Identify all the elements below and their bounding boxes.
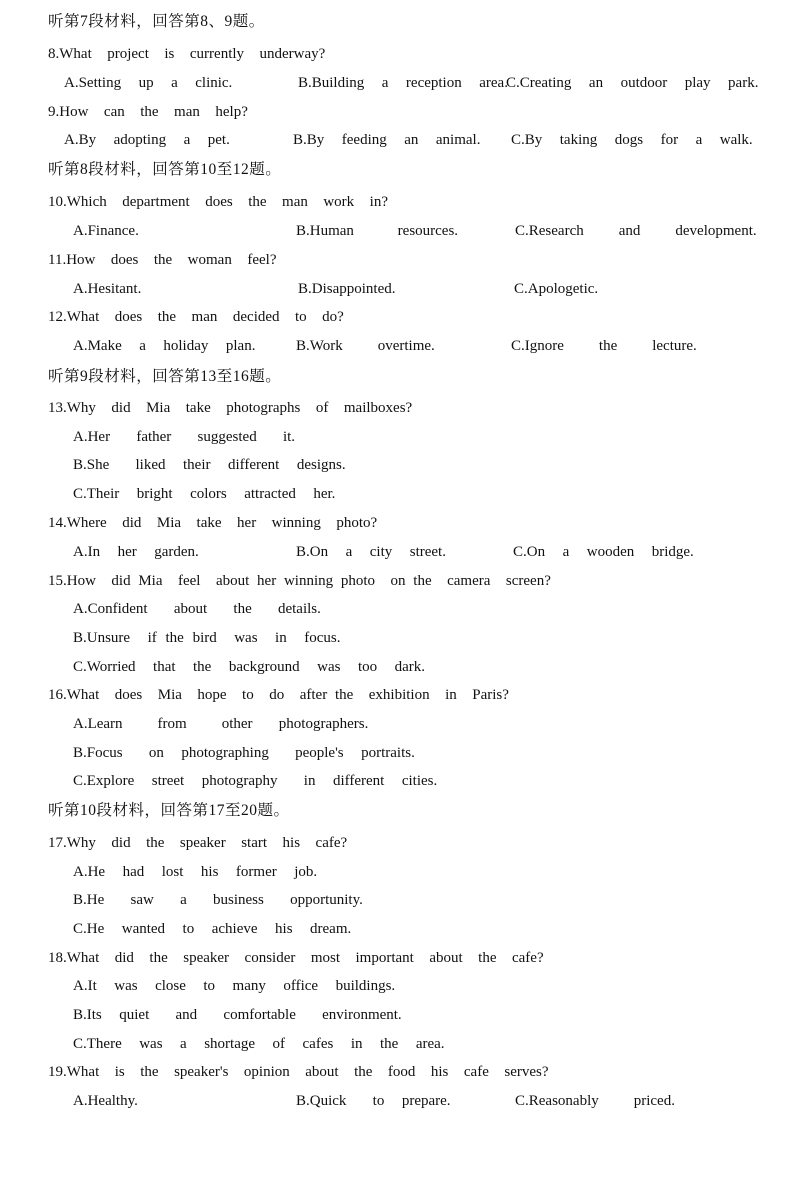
question-13: 13.Why did Mia take photographs of mailboxes? (48, 400, 413, 416)
question-17-option-c: C.He wanted to achieve his dream. (73, 921, 352, 937)
option-b: B.Building a reception area. (298, 75, 508, 91)
question-10-options (73, 222, 773, 240)
question-12: 12.What does the man decided to do? (48, 309, 344, 325)
question-16: 16.What does Mia hope to do after the exhibition in Paris? (48, 687, 509, 703)
option-c: C.By taking dogs for a walk. (511, 132, 753, 148)
option-c: C.Creating an outdoor play park. (506, 75, 759, 91)
question-18-option-a: A.It was close to many office buildings. (73, 978, 396, 994)
question-17-option-b: B.He saw a business opportunity. (73, 892, 363, 908)
section-heading-10: 听第10段材料，回答第17至20题。 (48, 802, 290, 819)
question-8-options (64, 74, 784, 92)
question-14: 14.Where did Mia take her winning photo? (48, 515, 378, 531)
option-c: C.Ignore the lecture. (511, 338, 697, 354)
question-15-option-b: B.Unsure if the bird was in focus. (73, 630, 341, 646)
question-11-options (73, 280, 773, 298)
question-13-option-b: B.She liked their different designs. (73, 457, 346, 473)
question-16-option-b: B.Focus on photographing people's portraits. (73, 745, 415, 761)
option-c: C.Research and development. (515, 223, 757, 239)
option-b: B.Quick to prepare. (296, 1093, 451, 1109)
question-9: 9.How can the man help? (48, 104, 248, 120)
question-11: 11.How does the woman feel? (48, 252, 277, 268)
question-17-option-a: A.He had lost his former job. (73, 864, 318, 880)
question-18: 18.What did the speaker consider most important about the cafe? (48, 950, 544, 966)
question-13-option-c: C.Their bright colors attracted her. (73, 486, 336, 502)
option-a: A.Setting up a clinic. (64, 75, 233, 91)
question-19: 19.What is the speaker's opinion about the food his cafe serves? (48, 1064, 549, 1080)
question-15: 15.How did Mia feel about her winning photo on the camera screen? (48, 573, 551, 589)
question-17: 17.Why did the speaker start his cafe? (48, 835, 348, 851)
section-heading-7: 听第7段材料，回答第8、9题。 (48, 13, 265, 30)
question-18-option-b: B.Its quiet and comfortable environment. (73, 1007, 402, 1023)
question-16-option-c: C.Explore street photography in different cities. (73, 773, 438, 789)
option-a: A.Hesitant. (73, 281, 142, 297)
option-b: B.Work overtime. (296, 338, 435, 354)
question-13-option-a: A.Her father suggested it. (73, 429, 296, 445)
question-15-option-a: A.Confident about the details. (73, 601, 321, 617)
option-b: B.By feeding an animal. (293, 132, 481, 148)
option-b: B.Human resources. (296, 223, 459, 239)
option-a: A.By adopting a pet. (64, 132, 230, 148)
option-b: B.Disappointed. (298, 281, 396, 297)
question-10: 10.Which department does the man work in? (48, 194, 389, 210)
option-b: B.On a city street. (296, 544, 446, 560)
question-18-option-c: C.There was a shortage of cafes in the area. (73, 1036, 445, 1052)
option-a: A.In her garden. (73, 544, 199, 560)
question-16-option-a: A.Learn from other photographers. (73, 716, 369, 732)
question-12-options (73, 337, 773, 355)
option-a: A.Finance. (73, 223, 139, 239)
section-heading-9: 听第9段材料，回答第13至16题。 (48, 368, 282, 385)
question-15-option-c: C.Worried that the background was too dark. (73, 659, 426, 675)
option-c: C.On a wooden bridge. (513, 544, 694, 560)
question-14-options (73, 543, 773, 561)
question-9-options (64, 131, 784, 149)
option-c: C.Apologetic. (514, 281, 599, 297)
section-heading-8: 听第8段材料，回答第10至12题。 (48, 161, 282, 178)
question-8: 8.What project is currently underway? (48, 46, 326, 62)
option-a: A.Make a holiday plan. (73, 338, 256, 354)
option-a: A.Healthy. (73, 1093, 138, 1109)
question-19-options (73, 1092, 773, 1110)
option-c: C.Reasonably priced. (515, 1093, 675, 1109)
